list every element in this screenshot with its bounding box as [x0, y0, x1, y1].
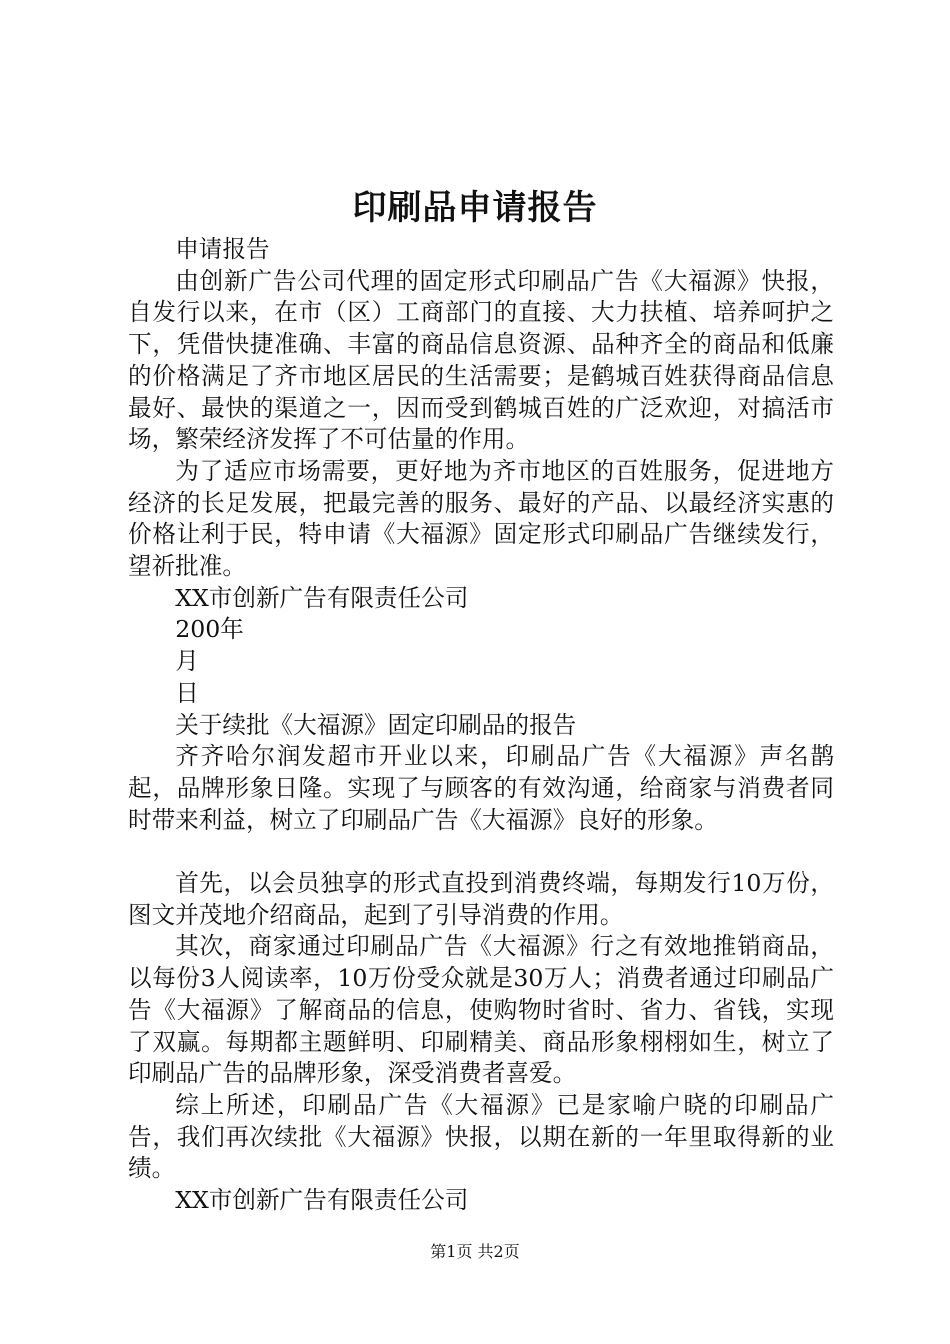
paragraph-second: 其次，商家通过印刷品广告《大福源》行之有效地推销商品，以每份3人阅读率，10万份受众就是30万人；消费者通过印刷品广告《大福源》了解商品的信息，使购物时省时、省力、省钱，实现了双赢。每期都主题鲜明、印刷精美、商品形象栩栩如生，树立了印刷品广告的品牌形象，深受消费者喜爱。	[128, 932, 834, 1088]
section-heading: 关于续批《大福源》固定印刷品的报告	[175, 710, 577, 739]
paragraph-heading: 申请报告	[175, 235, 270, 263]
signature-company-2: XX市创新广告有限责任公司	[175, 1186, 469, 1215]
paragraph-overview: 齐齐哈尔润发超市开业以来，印刷品广告《大福源》声名鹊起，品牌形象日隆。实现了与顾客的有效沟通，给商家与消费者同时带来利益，树立了印刷品广告《大福源》良好的形象。	[128, 742, 834, 834]
paragraph-first: 首先，以会员独享的形式直投到消费终端，每期发行10万份，图文并茂地介绍商品，起到了引导消费的作用。	[128, 869, 834, 929]
signature-year: 200年	[175, 615, 244, 644]
document-body	[128, 234, 834, 1217]
document-title: 印刷品申请报告	[352, 188, 598, 228]
signature-day: 日	[175, 678, 199, 707]
paragraph-request: 为了适应市场需要，更好地为齐市地区的百姓服务，促进地方经济的长足发展，把最完善的服务、最好的产品、以最经济实惠的价格让利于民，特申请《大福源》固定形式印刷品广告继续发行，望祈批准。	[128, 456, 834, 581]
signature-month: 月	[175, 647, 199, 676]
paragraph-intro: 由创新广告公司代理的固定形式印刷品广告《大福源》快报，自发行以来，在市（区）工商部门的直接、大力扶植、培养呵护之下，凭借快捷准确、丰富的商品信息资源、品种齐全的商品和低廉的价格满足了齐市地区居民的生活需要；是鹤城百姓获得商品信息最好、最快的渠道之一，因而受到鹤城百姓的广泛欢迎，对搞活市场，繁荣经济发挥了不可估量的作用。	[128, 266, 834, 454]
signature-company: XX市创新广告有限责任公司	[175, 583, 469, 612]
paragraph-summary: 综上所述，印刷品广告《大福源》已是家喻户晓的印刷品广告，我们再次续批《大福源》快报，以期在新的一年里取得新的业绩。	[128, 1090, 834, 1183]
page-footer: 第1页 共2页	[430, 1242, 520, 1261]
